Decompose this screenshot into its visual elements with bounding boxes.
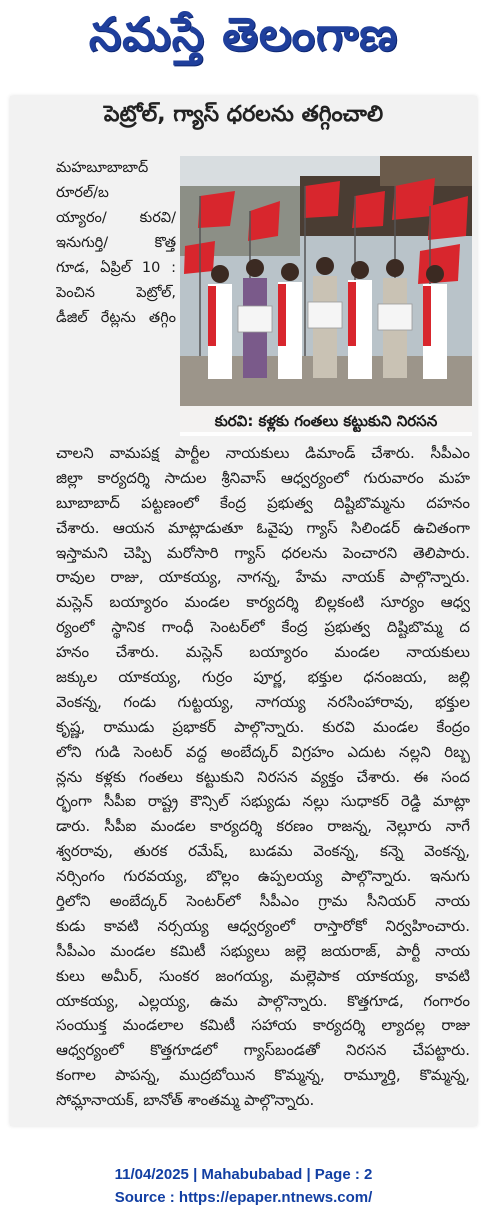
body-line: సీపీఎం మండల కమిటీ సభ్యులు జల్లె జయరాజ్, పార్టీ నాయ (56, 941, 470, 960)
article-clipping (10, 96, 477, 1126)
footer-source-link[interactable]: Source : https://epaper.ntnews.com/ (114, 1189, 373, 1206)
article-body (56, 441, 470, 1113)
body-line: వెంకన్న, గండు గుట్టయ్య, నాగయ్య నరసింహారావు, భక్తుల (56, 692, 470, 711)
body-line: యాకయ్య, ఎల్లయ్య, ఉమ పాల్గొన్నారు. కొత్తగూడ, గంగారం (56, 991, 470, 1010)
body-line: కులు అమీర్, సుంకర జంగయ్య, మల్లెపాక యాకయ్య, కావటి (56, 966, 470, 985)
protest-photo (180, 156, 472, 432)
masthead (0, 0, 487, 80)
body-line: రావుల రాజు, యాకయ్య, నాగన్న, హేమ నాయక్ పాల్గొన్నారు. (56, 568, 470, 587)
lead-line: గూడ, ఏప్రిల్ 10 : (56, 260, 176, 276)
body-line: నర్సింగం గురవయ్య, బొల్లం ఉప్పలయ్య పాల్గొన్నారు. ఇనుగు (56, 867, 470, 886)
article-headline: పెట్రోల్, గ్యాస్ ధరలను తగ్గించాలి (103, 102, 384, 127)
lead-line: య్యారం/ కురవి/ (56, 210, 176, 226)
body-line: డారు. సీపీఐ మండల కార్యదర్శి కరణం రాజన్న, నెల్లూరు నాగే (56, 817, 470, 836)
body-line: ఇస్తామని చెప్పి మరోసారి గ్యాస్ ధరలను పెంచారని తెలిపారు. (56, 543, 470, 562)
footer-date-edition: 11/04/2025 | Mahabubabad | Page : 2 (114, 1166, 373, 1183)
body-line: ర్భంగా సీపీఐ రాష్ట్ర కౌన్సిల్ సభ్యుడు నల్లు సుధాకర్ రెడ్డి మాట్లా (56, 792, 470, 811)
body-line: జిల్లా కార్యదర్శి సాదుల శ్రీనివాస్ ఆధ్వర్యంలో గురువారం మహ (56, 468, 470, 487)
lead-line: డీజిల్ రేట్లను తగ్గిం (56, 310, 176, 326)
lead-line: ఇనుగుర్తి/ కొత్త (56, 235, 176, 251)
lead-line: పెంచిన పెట్రోల్, (56, 285, 176, 301)
lead-line: మహబూబాబాద్ (56, 160, 149, 176)
body-line: హనం చేశారు. మస్లెన్ బయ్యారం మండల నాయకులు (56, 643, 470, 662)
body-line: శ్వరరావు, తురక రమేష్, బుడమ వెంకన్న, కన్నె వెంకన్న, (56, 842, 470, 861)
body-line: ర్యంలో స్థానిక గాంధీ సెంటర్‌లో కేంద్ర ప్రభుత్వ దిష్టిబొమ్మ ద (56, 618, 470, 637)
body-line: సంయుక్త మండలాల కమిటీ సహాయ కార్యదర్శి ల్యాదల్ల రాజు (56, 1016, 470, 1035)
body-line: లోని గుడి సెంటర్ వద్ద అంబేద్కర్ విగ్రహం ఎదుట నల్లని రిబ్బ (56, 742, 470, 761)
body-line: చేశారు. ఆయన మాట్లాడుతూ ఓవైపు గ్యాస్ సిలిండర్ ఉచితంగా (56, 518, 470, 537)
lead-column (56, 156, 176, 331)
body-line: బూబాబాద్ పట్టణంలో కేంద్ర ప్రభుత్వ దిష్టిబొమ్మను దహనం (56, 493, 470, 512)
body-line: సోమ్లానాయక్, బానోత్ శాంతమ్మ పాల్గొన్నారు. (56, 1091, 315, 1110)
body-line: ఆధ్వర్యంలో కొత్తగూడలో గ్యాస్‌బండతో నిరసన చేపట్టారు. (56, 1041, 470, 1060)
lead-line: రూరల్/బ (56, 185, 109, 201)
body-line: కృష్ణ, రాముడు ప్రభాకర్ పాల్గొన్నారు. కురవి మండల కేంద్రం (56, 717, 470, 736)
body-line: కుడు కావటి నర్సయ్య ఆధ్వర్యంలో రాస్తారోకో నిర్వహించారు. (56, 916, 470, 935)
body-line: ర్తిలోని అంబేద్కర్ సెంటర్‌లో సీపీఎం గ్రామ సీనియర్ నాయ (56, 892, 470, 911)
body-line: కంగాల పాపన్న, ముద్రబోయిన కొమ్మన్న, రామ్మూర్తి, కొమ్మన్న, (56, 1066, 470, 1085)
body-line: జక్కుల యాకయ్య, గుర్రం పూర్ణ, భక్తుల ధనంజయ, జల్లి (56, 668, 470, 687)
photo-caption: కురవి: కళ్లకు గంతలు కట్టుకుని నిరసన (180, 406, 472, 436)
body-line: మస్లెన్ బయ్యారం మండల కార్యదర్శి బిల్లకంటి సూర్యం ఆధ్వ (56, 593, 470, 612)
body-line: న్లను కళ్లకు గంతలు కట్టుకుని నిరసన వ్యక్తం చేశారు. ఈ సంద (56, 767, 470, 786)
newspaper-logo: నమస్తే తెలంగాణ (88, 7, 399, 61)
body-line: చాలని వామపక్ష పార్టీల నాయకులు డిమాండ్ చేశారు. సీపీఎం (56, 444, 470, 462)
